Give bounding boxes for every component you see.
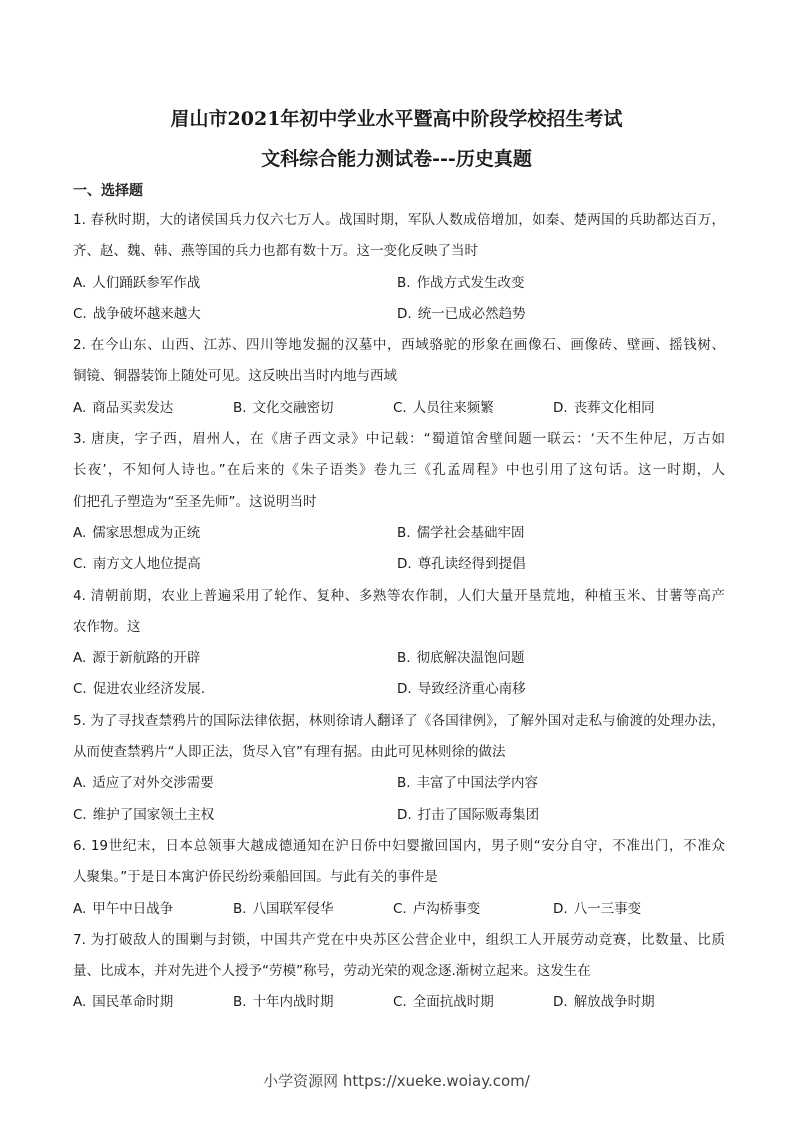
answer-option [397,518,721,549]
option-letter: D. [397,681,412,698]
answer-option [73,674,397,705]
answer-option [73,299,397,330]
option-text: 打击了国际贩毒集团 [417,806,540,823]
question-stem-line: 5. 为了寻找查禁鸦片的国际法律依据，林则徐请人翻译了《各国律例》，了解外国对走私与偷渡的处理办法， [73,712,725,729]
answer-option [73,518,397,549]
option-letter: B. [233,399,247,416]
option-letter: C. [73,305,87,322]
question-5 [73,706,725,831]
option-text: 南方文人地位提高 [92,556,201,573]
question-stem-line: 1. 春秋时期，大的诸侯国兵力仅六七万人。战国时期，军队人数成倍增加，如秦、楚两国的兵助都达百万， [73,212,725,228]
option-letter: B. [233,994,247,1011]
options-row [73,549,725,580]
option-text: 导致经济重心南移 [417,681,526,698]
options-row [73,674,725,705]
option-letter: C. [73,806,87,823]
options-row [73,800,725,831]
option-text: 人们踊跃参军作战 [92,274,201,291]
answer-option [73,800,397,831]
option-letter: B. [397,650,411,667]
option-letter: D. [397,806,412,823]
question-stem-line: 4. 清朝前期，农业上普遍采用了轮作、复种、多熟等农作制，人们大量开垦荒地，种植玉米、甘薯等高产 [73,587,725,604]
option-letter: D. [553,994,568,1011]
option-text: 解放战争时期 [573,994,655,1011]
answer-option [397,674,721,705]
option-letter: A. [73,274,87,291]
options-row [73,518,725,549]
option-letter: B. [397,775,411,792]
option-text: 丧葬文化相同 [573,399,655,416]
option-text: 十年内战时期 [252,994,334,1011]
options-row [73,299,725,330]
options-row [73,987,725,1018]
option-letter: C. [393,900,407,917]
option-letter: B. [397,524,411,541]
question-stem-line: 7. 为打破敌人的围剿与封锁，中国共产党在中央苏区公营企业中，组织工人开展劳动竞赛，比数量、比质 [73,931,725,948]
answer-option [397,549,721,580]
option-text: 商品买卖发达 [92,399,174,416]
answer-option [233,393,393,424]
options-row [73,393,725,424]
option-letter: D. [397,305,412,322]
answer-option [397,643,721,674]
answer-option [397,268,721,299]
question-stem-line: 铜镜、铜器装饰上随处可见。这反映出当时内地与西域 [73,368,397,385]
option-text: 国民革命时期 [92,994,174,1011]
option-letter: D. [553,399,568,416]
options-row [73,643,725,674]
option-letter: A. [73,524,87,541]
option-text: 八国联军侵华 [252,900,334,917]
option-text: 统一已成必然趋势 [417,305,526,322]
option-letter: A. [73,399,87,416]
options-row [73,268,725,299]
answer-option [397,800,721,831]
question-stem-line: 量、比成本，并对先进个人授予“劳模”称号，劳动光荣的观念逐.渐树立起来。这发生在 [73,963,591,980]
option-text: 作战方式发生改变 [416,274,525,291]
question-stem-line: 从而使查禁鸦片“人即正法，货尽入官”有理有据。由此可见林则徐的做法 [73,744,506,761]
option-letter: A. [73,994,87,1011]
question-stem-line: 农作物。这 [73,618,141,635]
answer-option [233,987,393,1018]
answer-option [553,894,713,925]
option-letter: A. [73,900,87,917]
option-letter: A. [73,650,87,667]
option-letter: C. [393,399,407,416]
question-stem-line: 齐、赵、魏、韩、燕等国的兵力也都有数十万。这一变化反映了当时 [73,243,478,260]
option-text: 战争破坏越来越大 [92,305,201,322]
question-stem-line: 3. 唐庚，字子西，眉州人，在《唐子西文录》中记载：“蜀道馆舍壁间题一联云：‘天不生仲尼，万古如 [73,431,725,448]
option-text: 文化交融密切 [252,399,334,416]
footer-watermark: 小学资源网 https://xueke.woiay.com/ [263,1072,530,1090]
option-text: 丰富了中国法学内容 [416,775,539,792]
answer-option [393,393,553,424]
question-7 [73,925,725,1019]
question-stem-line: 们把孔子塑造为“至圣先师”。这说明当时 [73,493,317,510]
option-letter: A. [73,775,87,792]
answer-option [73,268,397,299]
question-4 [73,581,725,706]
question-2 [73,330,725,424]
question-stem-line: 6. 19世纪末，日本总领事大越成德通知在沪日侨中妇婴撤回国内，男子则“安分自守，不准出门，不准众 [73,837,725,854]
question-list [73,205,725,1019]
option-text: 甲午中日战争 [92,900,174,917]
answer-option [393,894,553,925]
section-heading: 一、选择题 [73,183,143,199]
option-text: 促进农业经济发展. [92,681,206,698]
question-stem-line: 人聚集。”于是日本寓沪侨民纷纷乘船回国。与此有关的事件是 [73,869,438,886]
option-text: 八一三事变 [573,900,642,917]
question-1 [73,205,725,330]
answer-option [73,894,233,925]
answer-option [397,299,721,330]
answer-option [73,987,233,1018]
option-text: 尊孔读经得到提倡 [417,556,526,573]
options-row [73,768,725,799]
answer-option [397,768,721,799]
option-text: 儒家思想成为正统 [92,524,201,541]
question-6 [73,831,725,925]
question-3 [73,424,725,580]
answer-option [73,768,397,799]
answer-option [393,987,553,1018]
answer-option [553,987,713,1018]
option-letter: B. [233,900,247,917]
answer-option [73,549,397,580]
option-letter: C. [73,556,87,573]
option-text: 源于新航路的开辟 [92,650,201,667]
option-letter: C. [393,994,407,1011]
option-text: 人员往来频繁 [412,399,494,416]
document-title: 眉山市2021年初中学业水平暨高中阶段学校招生考试 [170,108,623,130]
option-letter: C. [73,681,87,698]
option-text: 适应了对外交涉需要 [92,775,214,792]
option-letter: D. [553,900,568,917]
question-stem-line: 长夜’，不知何人诗也。”在后来的《朱子语类》卷九三《孔孟周程》中也引用了这句话。这一时期，人 [73,462,725,479]
answer-option [233,894,393,925]
option-text: 维护了国家领土主权 [92,806,215,823]
answer-option [73,393,233,424]
option-text: 卢沟桥事变 [412,900,481,917]
document-subtitle: 文科综合能力测试卷---历史真题 [261,148,532,170]
answer-option [73,643,397,674]
option-letter: D. [397,556,412,573]
option-text: 全面抗战时期 [412,994,494,1011]
option-letter: B. [397,274,411,291]
options-row [73,894,725,925]
question-stem-line: 2. 在今山东、山西、江苏、四川等地发掘的汉墓中，西域骆驼的形象在画像石、画像砖、壁画、摇钱树、 [73,337,725,354]
option-text: 儒学社会基础牢固 [416,524,525,541]
answer-option [553,393,713,424]
option-text: 彻底解决温饱问题 [416,650,525,667]
